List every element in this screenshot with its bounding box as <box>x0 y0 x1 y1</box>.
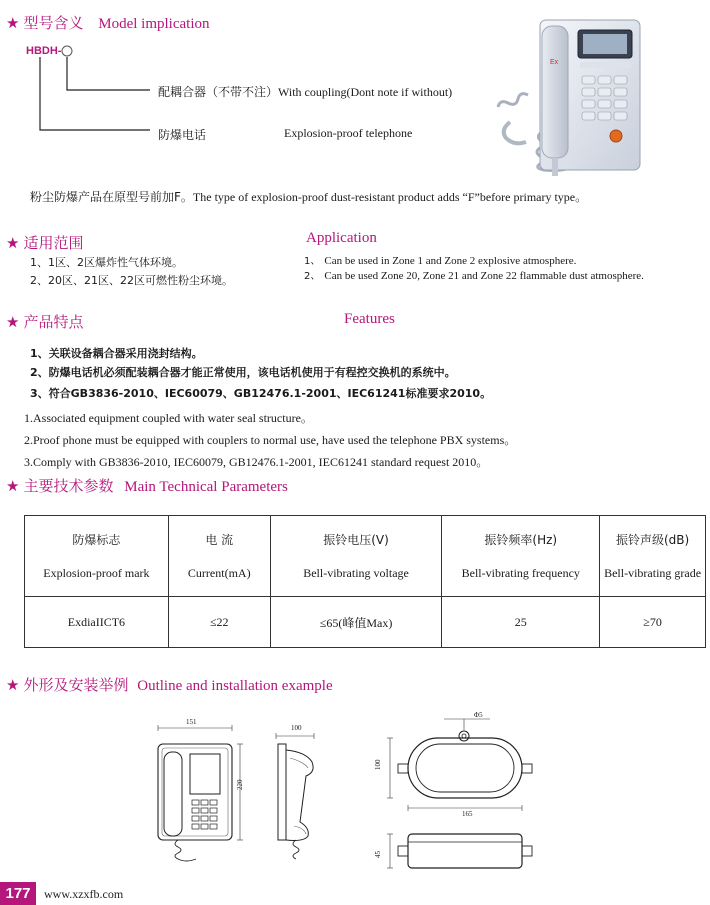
header-cn: 防爆标志 <box>72 533 121 547</box>
header-en: Explosion-proof mark <box>43 566 150 580</box>
dim-top-height: 100 <box>374 759 382 770</box>
svg-text:Ex: Ex <box>550 59 559 66</box>
coupler-top-view-drawing <box>380 712 550 812</box>
section-params-heading <box>6 475 288 496</box>
application-en-2 <box>304 267 644 282</box>
table-header-row <box>25 516 706 597</box>
dim-side-width: 100 <box>291 724 302 732</box>
side-view-drawing <box>270 722 330 867</box>
star-icon: ★ <box>6 234 20 252</box>
application-cn-1: 1、1区、2区爆炸性气体环境。 <box>30 256 183 269</box>
model-code: HBDH- <box>26 45 62 57</box>
header-cell <box>168 516 270 597</box>
coupling-line <box>158 83 452 100</box>
feature-en-1: 1.Associated equipment coupled with water seal structure。 <box>24 411 313 425</box>
page-number: 177 <box>0 882 36 905</box>
heading-cn: 主要技术参数 <box>23 477 114 495</box>
dim-front-height: 220 <box>236 779 244 790</box>
feature-en-2: 2.Proof phone must be equipped with couplers to normal use, have used the telephone PBX systems。 <box>24 433 517 447</box>
coupler-side-view-drawing <box>380 828 550 878</box>
feature-cn-2: 2、防爆电话机必须配装耦合器才能正常使用，该电话机使用于有程控交换机的系统中。 <box>30 366 456 379</box>
star-icon: ★ <box>6 14 20 32</box>
section-outline-heading <box>6 674 333 695</box>
section-features-heading <box>6 311 83 332</box>
dim-front-width: 151 <box>186 718 197 726</box>
header-en: Bell-vibrating frequency <box>461 566 580 580</box>
dim-hole: Φ5 <box>474 711 483 719</box>
section-application-heading <box>6 232 83 253</box>
header-cell <box>270 516 442 597</box>
feature-cn-3: 3、符合GB3836-2010、IEC60079、GB12476.1-2001、IEC61241标准要求2010。 <box>30 387 492 400</box>
header-en: Bell-vibrating voltage <box>303 566 409 580</box>
header-cn: 振铃频率(Hz) <box>484 533 558 547</box>
header-cell <box>600 516 706 597</box>
heading-cn: 产品特点 <box>23 313 84 331</box>
front-view-drawing <box>150 722 250 867</box>
feature-cn-1: 1、关联设备耦合器采用浇封结构。 <box>30 347 203 360</box>
header-cell <box>442 516 600 597</box>
application-en-num-1: 1、 <box>304 256 321 267</box>
heading-cn: 型号含义 <box>23 14 84 32</box>
application-cn-2: 2、20区、21区、22区可燃性粉尘环境。 <box>30 274 233 287</box>
application-heading-en: Application <box>306 230 377 246</box>
model-diagram-lines <box>0 0 300 150</box>
coupling-en: With coupling(Dont note if without) <box>278 85 453 99</box>
phone-en: Explosion-proof telephone <box>284 126 413 140</box>
header-cn: 振铃电压(V) <box>323 533 389 547</box>
table-row <box>25 597 706 648</box>
header-en: Bell-vibrating grade <box>604 566 702 580</box>
features-heading-en: Features <box>344 311 395 327</box>
header-en: Current(mA) <box>187 566 251 580</box>
dim-top-width: 165 <box>462 810 473 818</box>
feature-en-3: 3.Comply with GB3836-2010, IEC60079, GB12476.1-2001, IEC61241 standard request 2010。 <box>24 455 489 469</box>
application-en-num-2: 2、 <box>304 271 321 282</box>
model-note <box>30 188 587 205</box>
model-note-en: The type of explosion-proof dust-resistant product adds “F”before primary type。 <box>192 190 588 204</box>
coupling-cn: 配耦合器（不带不注） <box>158 85 279 99</box>
heading-cn: 外形及安装举例 <box>23 676 129 694</box>
value-mark: ExdiaIICT6 <box>25 597 169 648</box>
star-icon: ★ <box>6 676 20 694</box>
application-en-text-2: Can be used Zone 20, Zone 21 and Zone 22 flammable dust atmosphere. <box>324 270 644 282</box>
star-icon: ★ <box>6 477 20 495</box>
params-table <box>24 515 706 648</box>
value-voltage: ≤65(峰值Max) <box>270 597 442 648</box>
application-en-text-1: Can be used in Zone 1 and Zone 2 explosive atmosphere. <box>324 255 577 267</box>
value-frequency: 25 <box>442 597 600 648</box>
heading-en: Model implication <box>98 16 210 32</box>
header-cn: 电 流 <box>205 533 234 547</box>
value-grade: ≥70 <box>600 597 706 648</box>
dim-bottom-height: 45 <box>374 851 382 858</box>
heading-en: Outline and installation example <box>137 678 333 694</box>
telephone-photo <box>490 12 655 182</box>
model-note-cn: 粉尘防爆产品在原型号前加F。 <box>30 190 193 204</box>
value-current: ≤22 <box>168 597 270 648</box>
header-cn: 振铃声级(dB) <box>615 533 690 547</box>
application-en-1 <box>304 252 576 267</box>
footer-url[interactable]: www.xzxfb.com <box>44 887 124 901</box>
header-cell <box>25 516 169 597</box>
heading-cn: 适用范围 <box>23 234 84 252</box>
phone-cn: 防爆电话 <box>158 128 207 142</box>
heading-en: Main Technical Parameters <box>124 479 288 495</box>
star-icon: ★ <box>6 313 20 331</box>
